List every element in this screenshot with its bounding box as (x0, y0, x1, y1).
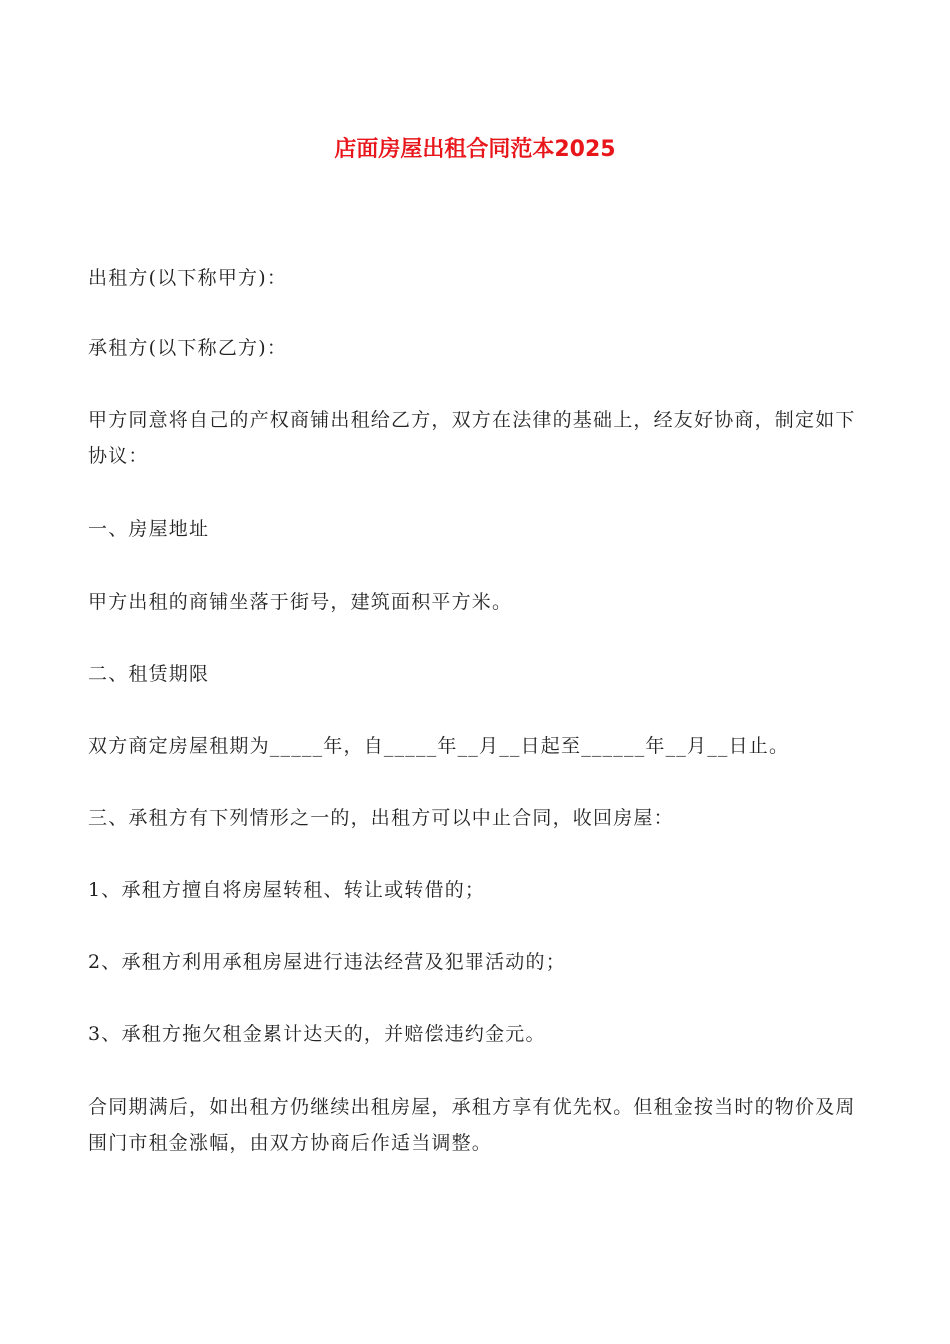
intro-paragraph: 甲方同意将自己的产权商铺出租给乙方，双方在法律的基础上，经友好协商，制定如下协议： (88, 409, 856, 467)
section-heading-term: 二、租赁期限 (88, 663, 210, 685)
section-heading-termination: 三、承租方有下列情形之一的，出租方可以中止合同，收回房屋： (88, 807, 674, 829)
clause-item-1: 1、承租方擅自将房屋转租、转让或转借的； (88, 879, 486, 901)
lessor-line: 出租方(以下称甲方)： (88, 267, 288, 289)
document-title: 店面房屋出租合同范本2025 (334, 137, 616, 162)
section-heading-address: 一、房屋地址 (88, 518, 210, 540)
lessee-line: 承租方(以下称乙方)： (88, 337, 288, 359)
renewal-paragraph: 合同期满后，如出租方仍继续出租房屋，承租方享有优先权。但租金按当时的物价及周围门市租金涨幅，由双方协商后作适当调整。 (88, 1096, 856, 1154)
term-paragraph: 双方商定房屋租期为_____年，自_____年__月__日起至______年__月__日止。 (88, 735, 790, 757)
clause-item-3: 3、承租方拖欠租金累计达天的，并赔偿违约金元。 (88, 1023, 546, 1045)
address-paragraph: 甲方出租的商铺坐落于街号，建筑面积平方米。 (88, 591, 513, 613)
clause-item-2: 2、承租方利用承租房屋进行违法经营及犯罪活动的； (88, 951, 566, 973)
